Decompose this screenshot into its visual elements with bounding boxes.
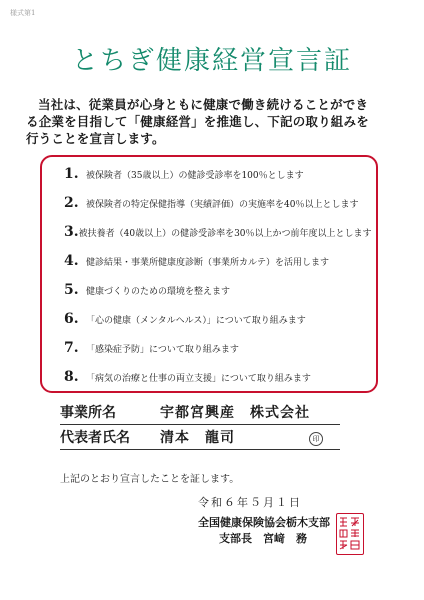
commitment-text: 「病気の治療と仕事の両立支援」について取り組みます: [86, 373, 311, 384]
commitment-number: 2.: [64, 195, 79, 211]
commitment-item: [64, 221, 370, 243]
commitment-text: 被保険者の特定保健指導（実績評価）の実施率を40％以上とします: [86, 199, 359, 210]
representative-row: [60, 428, 340, 450]
commitment-item: [64, 163, 370, 185]
commitment-number: 1.: [64, 166, 79, 182]
commitment-number: 3.: [64, 224, 79, 240]
issuer-organization: 全国健康保険協会栃木支部: [198, 516, 330, 529]
representative-label: 代表者氏名: [60, 430, 130, 446]
commitment-number: 4.: [64, 253, 79, 269]
commitments-box: [40, 155, 378, 393]
commitment-text: 健康づくりのための環境を整えます: [86, 286, 231, 297]
personal-seal-mark: 印: [309, 432, 323, 446]
company-name: 宇都宮興産 株式会社: [160, 405, 310, 421]
representative-name: 清本 龍司: [160, 430, 235, 446]
commitment-item: [64, 308, 370, 330]
company-row: [60, 403, 340, 425]
commitment-number: 8.: [64, 369, 79, 385]
commitment-number: 5.: [64, 282, 79, 298]
commitment-item: [64, 279, 370, 301]
commitment-item: [64, 337, 370, 359]
seal-pattern-icon: [337, 514, 362, 553]
official-seal-stamp: [336, 513, 364, 555]
commitment-number: 7.: [64, 340, 79, 356]
commitment-text: 健診結果・事業所健康度診断（事業所カルテ）を活用します: [86, 257, 330, 268]
commitment-text: 「心の健康（メンタルヘルス）」について取り組みます: [86, 315, 306, 326]
intro-paragraph: [26, 96, 390, 147]
commitment-number: 6.: [64, 311, 79, 327]
intro-line-3: 行うことを宣言します。: [26, 131, 165, 146]
company-label: 事業所名: [60, 405, 116, 421]
form-code: 様式第1: [10, 9, 36, 17]
document-title: とちぎ健康経営宣言証: [71, 46, 352, 76]
commitment-text: 被保険者（35歳以上）の健診受診率を100％とします: [86, 170, 304, 181]
certification-text: 上記のとおり宣言したことを証します。: [60, 474, 240, 485]
commitment-item: [64, 366, 370, 388]
issuer-title-name: 支部長 宮﨑 務: [219, 532, 307, 545]
issue-date: 令和６年５月１日: [198, 496, 302, 509]
commitment-item: [64, 192, 370, 214]
commitment-text: 「感染症予防」について取り組みます: [86, 344, 239, 355]
commitment-text: 被扶養者（40歳以上）の健診受診率を30％以上かつ前年度以上とします: [78, 228, 372, 239]
commitment-item: [64, 250, 370, 272]
intro-line-1: 当社は、従業員が心身ともに健康で働き続けることができ: [38, 97, 369, 112]
intro-line-2: る企業を目指して「健康経営」を推進し、下記の取り組みを: [26, 114, 369, 129]
